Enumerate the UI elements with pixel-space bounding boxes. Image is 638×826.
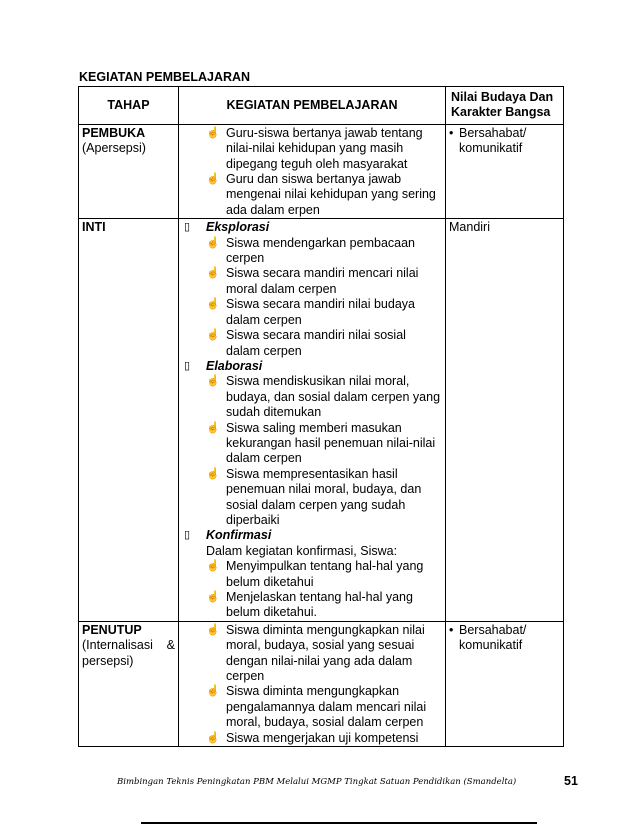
hand-pointing-icon: ☝ [206, 267, 220, 280]
list-item: ☝ Siswa secara mandiri nilai sosial dalam cerpen [206, 328, 406, 358]
list-item: ☝ Siswa diminta mengungkapkan pengalamannya dalam mencari nilai moral, budaya, sosial dalam cerpen [206, 684, 427, 730]
hand-pointing-icon: ☝ [206, 126, 220, 139]
hand-pointing-icon: ☝ [206, 236, 220, 249]
table-row-closing [79, 621, 564, 746]
activities-cell [179, 621, 446, 746]
table-row-core [79, 219, 564, 622]
list-item: ☝ Siswa mempresentasikan hasil penemuan nilai moral, budaya, dan sosial dalam cerpen yang sudah diperbaiki [206, 466, 422, 527]
list-item: ☝ Siswa secara mandiri mencari nilai moral dalam cerpen [206, 266, 419, 296]
list-item: ☝ Menyimpulkan tentang hal-hal yang belum diketahui [206, 559, 424, 589]
bullet-dot-icon: • [449, 125, 454, 140]
stage-cell [79, 124, 179, 218]
activities-cell [179, 219, 446, 622]
sub-section-heading: ▯ Konfirmasi [184, 528, 272, 543]
hand-pointing-icon: ☝ [206, 298, 220, 311]
hand-pointing-icon: ☝ [206, 173, 220, 186]
list-item: ☝ Siswa saling memberi masukan kekurangan hasil penemuan nilai-nilai dalam cerpen [206, 420, 436, 466]
values-cell [446, 621, 564, 746]
list-item: ☝ Siswa diminta mengungkapkan nilai moral, budaya, sosial yang sesuai dengan nilai-nilai yang ada dalam cerpen [206, 622, 425, 684]
list-item: ☝ Guru-siswa bertanya jawab tentang nilai-nilai kehidupan yang masih dipegang teguh oleh masyarakat [206, 125, 423, 171]
hand-pointing-icon: ☝ [206, 685, 220, 698]
list-item: ☝ Menjelaskan tentang hal-hal yang belum diketahui. [206, 590, 413, 620]
bullet-dot-icon: • [449, 622, 454, 637]
list-item: ☝ Siswa mengerjakan uji kompetensi [206, 730, 419, 745]
value-item: • Bersahabat/ komunikatif [449, 125, 527, 156]
page-number: 51 [564, 774, 578, 788]
missing-glyph-icon: ▯ [184, 221, 191, 234]
stage-note: (Apersepsi) [82, 141, 146, 156]
missing-glyph-icon: ▯ [184, 529, 191, 542]
hand-pointing-icon: ☝ [206, 329, 220, 342]
list-item: ☝ Siswa secara mandiri nilai budaya dalam cerpen [206, 297, 415, 327]
stage-name: PEMBUKA [82, 125, 146, 140]
footer-divider [141, 822, 537, 824]
hand-pointing-icon: ☝ [206, 623, 220, 636]
sub-section-heading: ▯ Elaborasi [184, 358, 263, 373]
activities-cell [179, 124, 446, 218]
hand-pointing-icon: ☝ [206, 560, 220, 573]
hand-pointing-icon: ☝ [206, 591, 220, 603]
hand-pointing-icon: ☝ [206, 467, 220, 480]
stage-cell [79, 219, 179, 622]
stage-note: (Internalisasi & [82, 638, 175, 653]
stage-cell [79, 621, 179, 746]
values-cell [446, 124, 564, 218]
header-values: Nilai Budaya Dan Karakter Bangsa [446, 87, 564, 125]
table-header-row [79, 87, 564, 125]
list-item: ☝ Siswa mendengarkan pembacaan cerpen [206, 235, 416, 266]
header-activities: KEGIATAN PEMBELAJARAN [179, 87, 446, 125]
table-row-opening [79, 124, 564, 218]
stage-name: PENUTUP [82, 622, 142, 637]
lesson-activities-table [78, 86, 564, 747]
sub-section-heading: ▯ Eksplorasi [184, 220, 270, 235]
hand-pointing-icon: ☝ [206, 421, 220, 434]
hand-pointing-icon: ☝ [206, 375, 220, 388]
stage-name: INTI [82, 220, 106, 235]
stage-note-continued: persepsi) [82, 653, 134, 668]
list-item: ☝ Siswa mendiskusikan nilai moral, budaya, dan sosial dalam cerpen yang sudah ditemukan [206, 374, 441, 420]
sub-section-intro: Dalam kegiatan konfirmasi, Siswa: [206, 543, 398, 558]
value-text: Mandiri [449, 220, 490, 235]
page-footer: Bimbingan Teknis Peningkatan PBM Melalui MGMP Tingkat Satuan Pendidikan (Smandelta) [117, 777, 517, 787]
list-item: ☝ Guru dan siswa bertanya jawab mengenai nilai kehidupan yang sering ada dalam erpen [206, 172, 436, 217]
value-item: • Bersahabat/ komunikatif [449, 622, 527, 653]
section-title: KEGIATAN PEMBELAJARAN [79, 70, 251, 84]
hand-pointing-icon: ☝ [206, 731, 220, 744]
missing-glyph-icon: ▯ [184, 359, 191, 372]
values-cell [446, 219, 564, 622]
header-stage: TAHAP [79, 87, 179, 125]
